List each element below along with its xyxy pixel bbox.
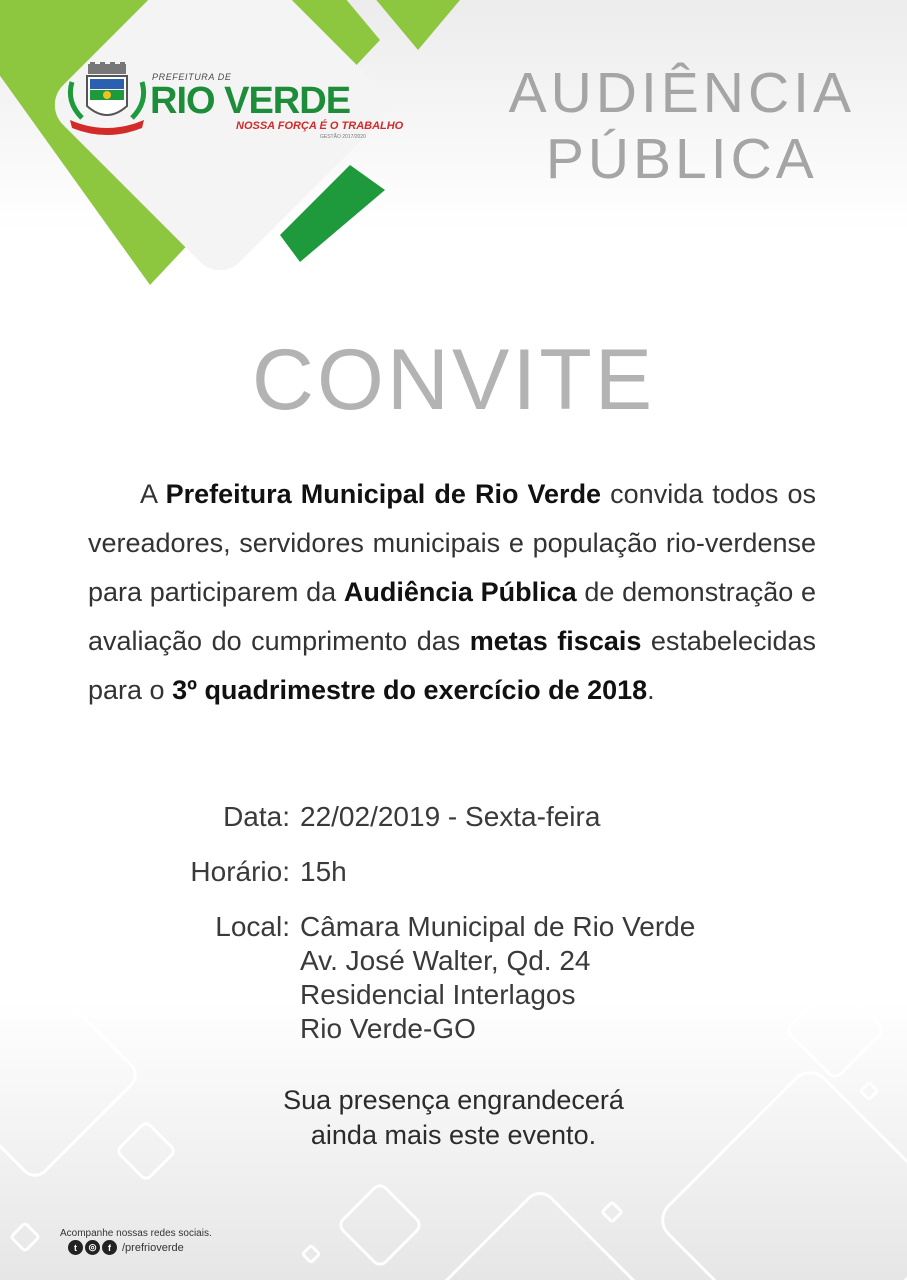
para-bold-4: 3º quadrimestre do exercício de 2018 xyxy=(172,675,648,705)
local-line-4: Rio Verde-GO xyxy=(300,1013,476,1044)
data-value: 22/02/2019 - Sexta-feira xyxy=(300,801,601,832)
logo-gestao: GESTÃO 2017/2020 xyxy=(320,134,366,140)
local-label: Local: xyxy=(215,911,290,942)
header-title xyxy=(509,60,855,192)
para-text-5: . xyxy=(647,675,655,705)
closing-message xyxy=(0,1083,907,1153)
local-line-2: Av. José Walter, Qd. 24 xyxy=(300,945,591,976)
facebook-icon[interactable]: f xyxy=(102,1240,117,1255)
header-title-line2: PÚBLICA xyxy=(545,127,818,191)
header-title-line1: AUDIÊNCIA xyxy=(508,61,855,125)
closing-line1: Sua presença engrandecerá xyxy=(283,1085,624,1115)
social-links xyxy=(68,1240,184,1255)
para-text-3: de demonstração e avaliação do cumprimento das xyxy=(88,577,816,656)
para-text-2: convida todos os vereadores, servidores municipais e população rio-verdense para participarem da xyxy=(88,479,816,607)
convite-heading: CONVITE xyxy=(251,332,656,428)
closing-line2: ainda mais este evento. xyxy=(310,1120,597,1150)
logo-slogan: NOSSA FORÇA É O TRABALHO xyxy=(236,120,404,132)
para-bold-3: metas fiscais xyxy=(469,626,642,656)
data-label: Data: xyxy=(223,801,290,832)
logo-name: RIO VERDE xyxy=(150,80,351,122)
instagram-icon[interactable]: ◎ xyxy=(85,1240,100,1255)
para-bold-1: Prefeitura Municipal de Rio Verde xyxy=(165,479,602,509)
green-diamond-small xyxy=(368,0,460,50)
logo-prefix: PREFEITURA DE xyxy=(152,72,232,82)
social-caption: Acompanhe nossas redes sociais. xyxy=(60,1228,212,1239)
local-line-3: Residencial Interlagos xyxy=(300,979,576,1010)
para-text-1: A xyxy=(140,479,166,509)
coat-of-arms-icon xyxy=(62,62,152,142)
horario-value: 15h xyxy=(300,856,347,887)
horario-label: Horário: xyxy=(190,856,290,887)
twitter-icon[interactable]: t xyxy=(68,1240,83,1255)
social-handle[interactable]: /prefrioverde xyxy=(122,1241,184,1254)
local-line-1: Câmara Municipal de Rio Verde xyxy=(300,911,696,942)
para-bold-2: Audiência Pública xyxy=(343,577,577,607)
invitation-paragraph xyxy=(88,470,816,715)
para-text-4: estabelecidas para o xyxy=(88,626,816,705)
